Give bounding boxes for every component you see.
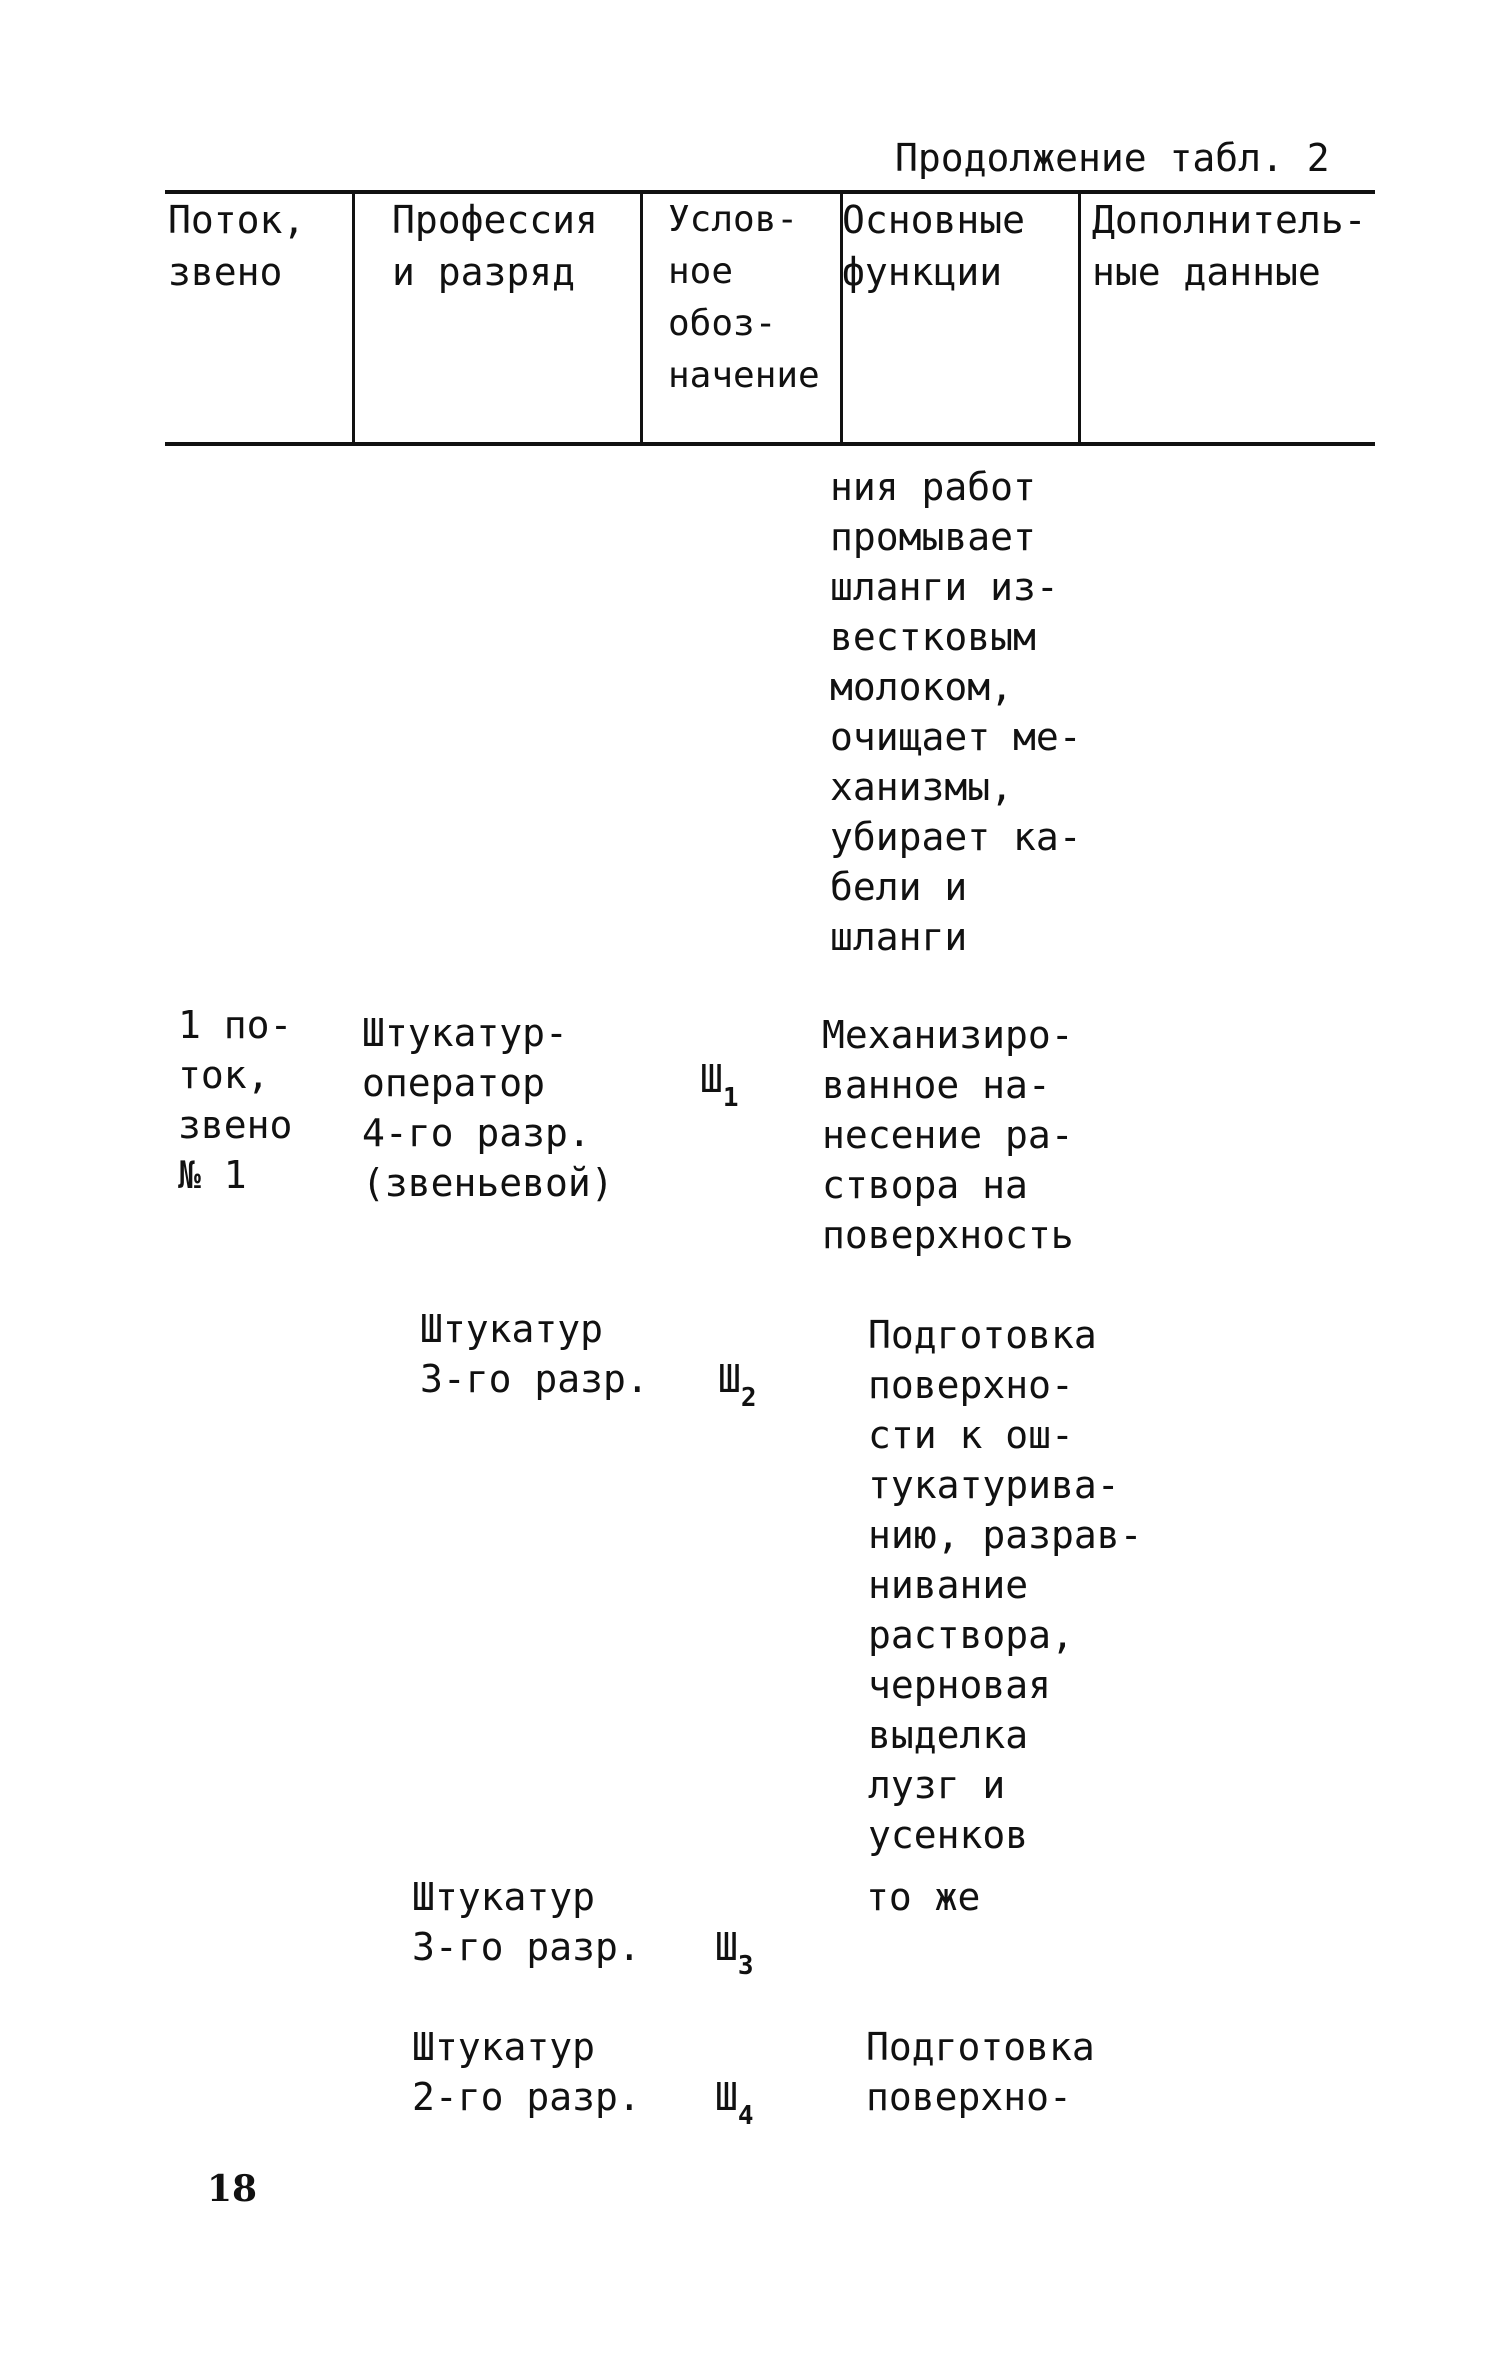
header-bottom-rule	[165, 442, 1375, 446]
column-divider-2	[640, 194, 643, 442]
row-3-functions: то же	[866, 1875, 981, 1919]
continuation-functions: ния работ промывает шланги из- вестковым молоком, очищает ме- ханизмы, убирает ка- бели и шланги	[830, 465, 1082, 959]
row-2-profession: Штукатур 3-го разр.	[420, 1307, 649, 1401]
column-divider-4	[1078, 194, 1081, 442]
row-1-flow: 1 по- ток, звено № 1	[178, 1003, 293, 1197]
header-flow: Поток, звено	[168, 198, 306, 294]
header-functions: Основные функции	[842, 198, 1026, 294]
page-number: 18	[207, 2168, 258, 2210]
row-3-symbol	[715, 1872, 754, 1981]
row-1-profession: Штукатур- оператор 4-го разр. (звеньевой)	[362, 1011, 614, 1205]
row-1-symbol	[700, 1004, 739, 1113]
row-4-profession: Штукатур 2-го разр.	[412, 2025, 641, 2119]
row-3-profession: Штукатур 3-го разр.	[412, 1875, 641, 1969]
row-4-symbol	[715, 2022, 754, 2131]
header-symbol: Услов- ное обоз- начение	[668, 199, 820, 396]
row-2-functions: Подготовка поверхно- сти к ош- тукатурива- нию, разрав- нивание раствора, черновая выделка лузг и усенков	[868, 1313, 1143, 1857]
row-4-symbol-letter: Ш	[715, 2075, 738, 2119]
table-caption: Продолжение табл. 2	[895, 136, 1330, 180]
column-divider-1	[352, 194, 355, 442]
row-3-symbol-index: 3	[737, 1951, 754, 1981]
row-1-symbol-letter: Ш	[700, 1057, 723, 1101]
row-2-symbol	[718, 1304, 757, 1413]
row-4-symbol-index: 4	[737, 2101, 754, 2131]
row-3-symbol-letter: Ш	[715, 1925, 738, 1969]
row-1-functions: Механизиро- ванное на- несение ра- створа на поверхность	[822, 1013, 1074, 1257]
row-4-functions: Подготовка поверхно-	[866, 2025, 1095, 2119]
row-1-symbol-index: 1	[722, 1083, 739, 1113]
header-extra: Дополнитель- ные данные	[1092, 198, 1367, 294]
header-profession: Профессия и разряд	[392, 198, 598, 294]
row-2-symbol-letter: Ш	[718, 1357, 741, 1401]
row-2-symbol-index: 2	[740, 1383, 757, 1413]
